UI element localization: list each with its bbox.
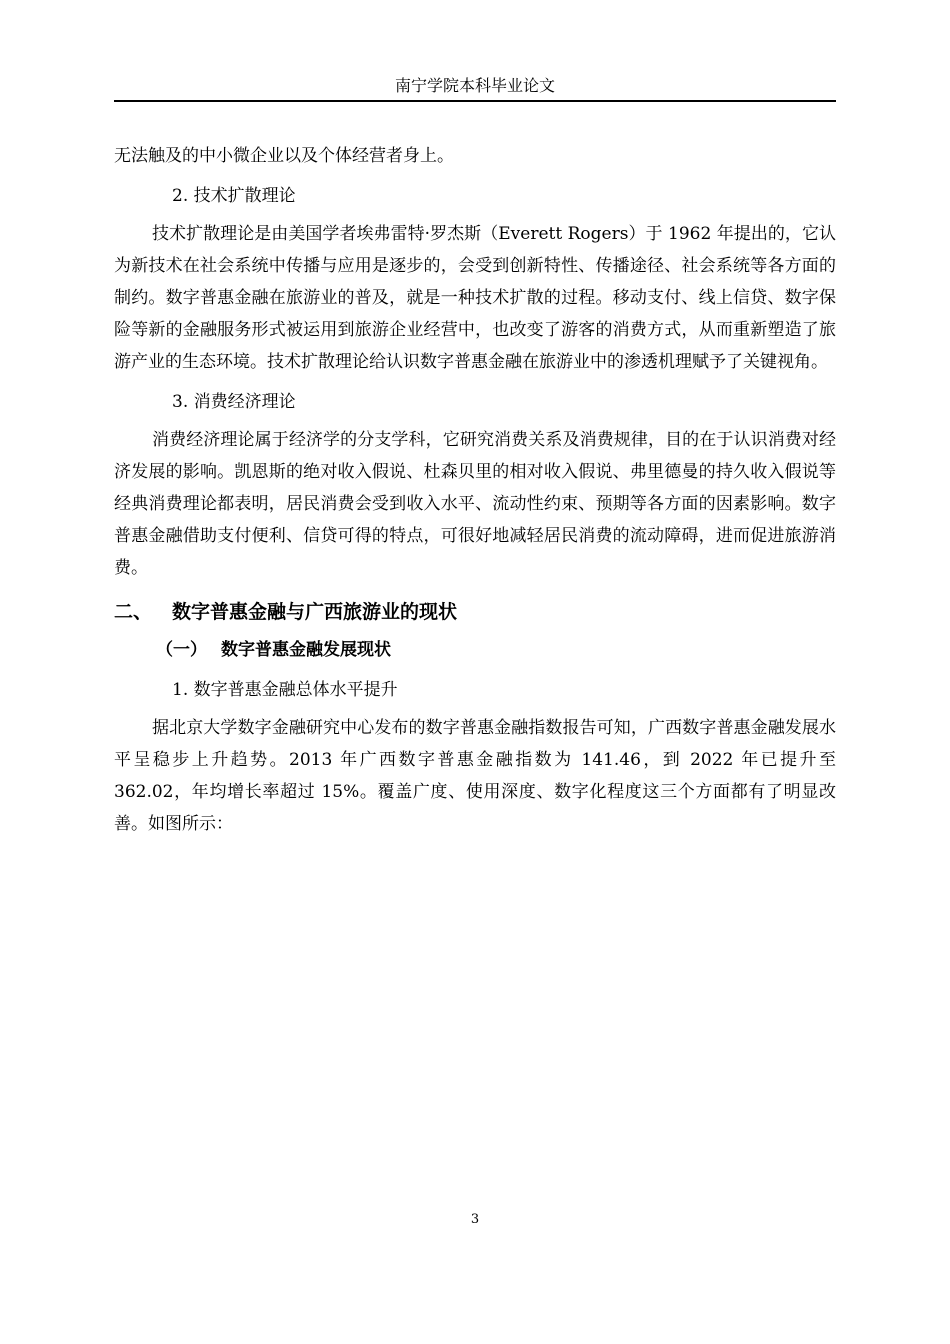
continuation-paragraph: 无法触及的中小微企业以及个体经营者身上。: [114, 146, 454, 166]
paragraph-consumption-economics: 消费经济理论属于经济学的分支学科，它研究消费关系及消费规律，目的在于认识消费对经济发展的影响。凯恩斯的绝对收入假说、杜森贝里的相对收入假说、弗里德曼的持久收入假说等经典消费理论都表明，居民消费会受到收入水平、流动性约束、预期等各方面的因素影响。数字普惠金融借助支付便利、信贷可得的特点，可很好地减轻居民消费的流动障碍，进而促进旅游消费。: [114, 430, 836, 578]
paragraph-overall-level: 据北京大学数字金融研究中心发布的数字普惠金融指数报告可知，广西数字普惠金融发展水平呈稳步上升趋势。2013 年广西数字普惠金融指数为 141.46，到 2022 年已提升至 362.02，年均增长率超过 15%。覆盖广度、使用深度、数字化程度这三个方面都有了明显改善。如图所示：: [114, 718, 836, 834]
section-title: 数字普惠金融发展现状: [221, 640, 391, 660]
section-number: （一）: [156, 640, 207, 660]
header-divider: [114, 100, 836, 102]
chapter-number: 二、: [114, 601, 153, 623]
section-heading: [114, 634, 836, 666]
subsection-heading-overall-level: 1. 数字普惠金融总体水平提升: [172, 680, 398, 700]
chapter-heading: [114, 594, 836, 630]
subsection-heading-consumption-economics: 3. 消费经济理论: [172, 392, 296, 412]
page-number: 3: [470, 1212, 480, 1227]
paragraph-technology-diffusion: 技术扩散理论是由美国学者埃弗雷特·罗杰斯（Everett Rogers）于 1962 年提出的，它认为新技术在社会系统中传播与应用是逐步的，会受到创新特性、传播途径、社会系统等各方面的制约。数字普惠金融在旅游业的普及，就是一种技术扩散的过程。移动支付、线上信贷、数字保险等新的金融服务形式被运用到旅游企业经营中，也改变了游客的消费方式，从而重新塑造了旅游产业的生态环境。技术扩散理论给认识数字普惠金融在旅游业中的渗透机理赋予了关键视角。: [114, 224, 836, 372]
chapter-title: 数字普惠金融与广西旅游业的现状: [172, 601, 458, 623]
subsection-heading-technology-diffusion: 2. 技术扩散理论: [172, 186, 296, 206]
page-header-title: 南宁学院本科毕业论文: [394, 76, 555, 95]
document-body: [114, 140, 836, 840]
